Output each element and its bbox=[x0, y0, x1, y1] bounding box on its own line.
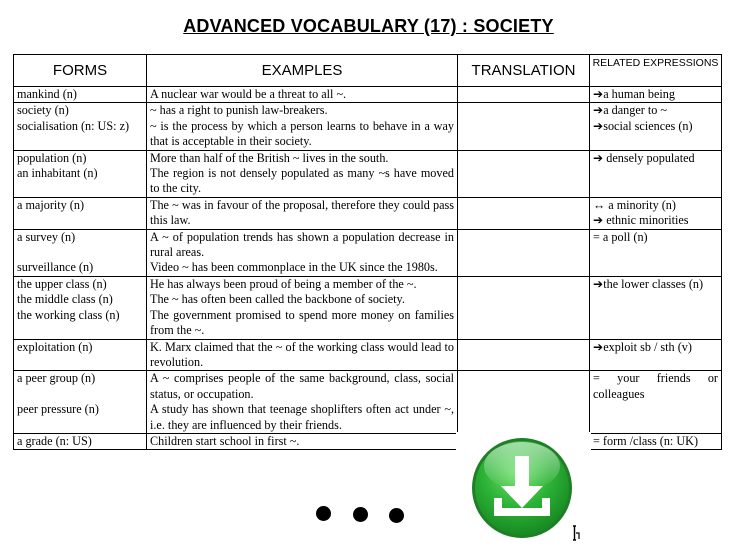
example-sentence: The region is not densely populated as many ~s have moved to the city. bbox=[150, 166, 454, 196]
table-row bbox=[14, 371, 722, 434]
example-sentence: The government promised to spend more money on families from the ~. bbox=[150, 307, 454, 338]
example-sentence: Video ~ has been commonplace in the UK since the 1980s. bbox=[150, 260, 438, 275]
form-term: society (n) bbox=[17, 103, 69, 118]
related-expression: ➔ densely populated bbox=[593, 150, 695, 165]
forms-cell bbox=[14, 87, 147, 103]
related-cell bbox=[590, 276, 722, 339]
form-term: the middle class (n) bbox=[17, 292, 113, 307]
example-sentence: A ~ of population trends has shown a population decrease in rural areas. bbox=[150, 229, 454, 260]
page-dot-3[interactable] bbox=[389, 508, 404, 523]
header-related-expressions: RELATED EXPRESSIONS bbox=[590, 55, 722, 87]
examples-cell bbox=[147, 371, 458, 434]
example-sentence: The ~ has often been called the backbone of society. bbox=[150, 292, 405, 307]
table-row bbox=[14, 87, 722, 103]
form-term: exploitation (n) bbox=[17, 339, 93, 354]
table-header-row bbox=[14, 55, 722, 87]
forms-cell bbox=[14, 276, 147, 339]
form-term: a peer group (n) bbox=[17, 371, 96, 386]
related-cell bbox=[590, 103, 722, 150]
table-row bbox=[14, 103, 722, 150]
example-sentence: ~ has a right to punish law-breakers. bbox=[150, 103, 328, 118]
example-sentence: A study has shown that teenage shoplifters often act under ~, i.e. they are influenced by their friends. bbox=[150, 402, 454, 432]
translation-cell bbox=[458, 229, 590, 276]
related-expression: ➔ ethnic minorities bbox=[593, 213, 689, 228]
forms-cell bbox=[14, 103, 147, 150]
table-row bbox=[14, 339, 722, 371]
form-term: peer pressure (n) bbox=[17, 401, 99, 416]
example-sentence: More than half of the British ~ lives in the south. bbox=[150, 150, 389, 165]
forms-cell bbox=[14, 433, 147, 449]
translation-cell bbox=[458, 276, 590, 339]
table-row bbox=[14, 150, 722, 197]
download-icon bbox=[470, 436, 574, 540]
forms-cell bbox=[14, 150, 147, 197]
translation-cell bbox=[458, 150, 590, 197]
translation-cell bbox=[458, 87, 590, 103]
related-expression: ➔the lower classes (n) bbox=[593, 276, 704, 291]
related-cell bbox=[590, 433, 722, 449]
related-cell bbox=[590, 197, 722, 229]
related-expression: ➔a human being bbox=[593, 87, 675, 101]
form-term: a majority (n) bbox=[17, 197, 85, 212]
translation-cell bbox=[458, 339, 590, 371]
related-expression: = a poll (n) bbox=[593, 229, 648, 244]
translation-cell bbox=[458, 371, 590, 434]
forms-cell bbox=[14, 197, 147, 229]
examples-cell bbox=[147, 276, 458, 339]
form-term: population (n) bbox=[17, 150, 87, 165]
form-term: an inhabitant (n) bbox=[17, 166, 98, 181]
form-term: the working class (n) bbox=[17, 307, 120, 322]
table-row bbox=[14, 229, 722, 276]
related-expression: = your friends or colleagues bbox=[593, 371, 718, 401]
related-expression: ↔ a minority (n) bbox=[593, 197, 676, 212]
example-sentence: He has always been proud of being a member of the ~. bbox=[150, 276, 417, 291]
related-cell bbox=[590, 87, 722, 103]
examples-cell bbox=[147, 87, 458, 103]
page-dot-2[interactable] bbox=[353, 507, 368, 522]
form-term: surveillance (n) bbox=[17, 260, 94, 275]
header-forms: FORMS bbox=[14, 55, 147, 87]
translation-cell bbox=[458, 197, 590, 229]
translation-cell bbox=[458, 103, 590, 150]
example-sentence: A nuclear war would be a threat to all ~. bbox=[150, 87, 347, 101]
example-sentence: ~ is the process by which a person learns to behave in a way that is acceptable in their society. bbox=[150, 118, 454, 149]
examples-cell bbox=[147, 339, 458, 371]
example-sentence: A ~ comprises people of the same background, class, social status, or occupation. bbox=[150, 371, 454, 401]
example-sentence: Children start school in first ~. bbox=[150, 433, 300, 448]
page-dot-1[interactable] bbox=[316, 506, 331, 521]
table-row bbox=[14, 433, 722, 449]
related-cell bbox=[590, 229, 722, 276]
form-term: a survey (n) bbox=[17, 229, 76, 244]
vocabulary-table bbox=[13, 54, 722, 450]
page-title: ADVANCED VOCABULARY (17) : SOCIETY bbox=[183, 16, 554, 36]
forms-cell bbox=[14, 229, 147, 276]
example-sentence: The ~ was in favour of the proposal, therefore they could pass this law. bbox=[150, 197, 454, 228]
text-cursor-icon bbox=[571, 525, 581, 546]
examples-cell bbox=[147, 229, 458, 276]
form-term: the upper class (n) bbox=[17, 276, 107, 291]
form-term: mankind (n) bbox=[17, 87, 77, 101]
form-term: a grade (n: US) bbox=[17, 433, 92, 448]
form-term: socialisation (n: US: z) bbox=[17, 118, 130, 133]
example-sentence: K. Marx claimed that the ~ of the working class would lead to revolution. bbox=[150, 339, 454, 369]
header-examples: EXAMPLES bbox=[147, 55, 458, 87]
table-row bbox=[14, 197, 722, 229]
header-translation: TRANSLATION bbox=[458, 55, 590, 87]
related-cell bbox=[590, 150, 722, 197]
related-cell bbox=[590, 339, 722, 371]
related-expression: ➔social sciences (n) bbox=[593, 118, 693, 133]
download-button[interactable] bbox=[470, 436, 574, 540]
table-row bbox=[14, 276, 722, 339]
forms-cell bbox=[14, 339, 147, 371]
examples-cell bbox=[147, 433, 458, 449]
examples-cell bbox=[147, 197, 458, 229]
related-cell bbox=[590, 371, 722, 434]
related-expression: = form /class (n: UK) bbox=[593, 433, 699, 448]
related-expression: ➔a danger to ~ bbox=[593, 103, 667, 118]
examples-cell bbox=[147, 103, 458, 150]
forms-cell bbox=[14, 371, 147, 434]
related-expression: ➔exploit sb / sth (v) bbox=[593, 339, 692, 354]
examples-cell bbox=[147, 150, 458, 197]
